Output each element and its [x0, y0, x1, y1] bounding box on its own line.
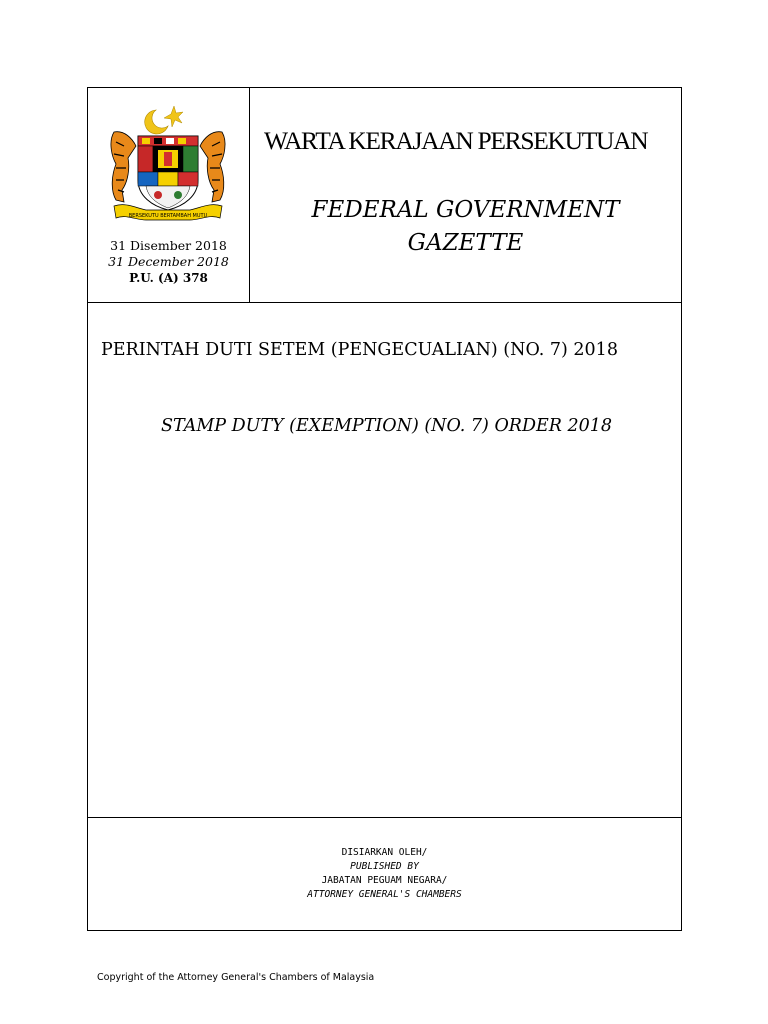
issue-date-malay: 31 Disember 2018	[110, 238, 227, 253]
publisher-line-english: PUBLISHED BY	[350, 861, 419, 872]
pu-number: P.U. (A) 378	[129, 271, 208, 285]
header-left-cell	[88, 88, 250, 302]
publisher-line-malay: DISIARKAN OLEH/	[341, 847, 428, 858]
gazette-title-malay: WARTA KERAJAAN PERSEKUTUAN	[264, 126, 648, 155]
malaysia-coat-of-arms-icon	[106, 102, 230, 224]
header-right-cell	[250, 88, 681, 302]
order-title-english: STAMP DUTY (EXEMPTION) (NO. 7) ORDER 2018	[161, 416, 613, 436]
gazette-title-english-line1: FEDERAL GOVERNMENT	[311, 197, 620, 223]
publisher-footer-row	[88, 817, 681, 931]
order-title-malay: PERINTAH DUTI SETEM (PENGECUALIAN) (NO. 7) 2018	[101, 340, 618, 360]
publisher-block	[88, 846, 681, 902]
gazette-cover-frame	[87, 87, 682, 931]
gazette-title-english	[250, 194, 681, 260]
gazette-title-english-line2: GAZETTE	[407, 230, 524, 256]
issue-date-english: 31 December 2018	[108, 254, 229, 269]
issue-date-block	[88, 238, 249, 286]
header-row	[88, 88, 681, 303]
publisher-name-malay: JABATAN PEGUAM NEGARA/	[321, 875, 448, 886]
publisher-name-english: ATTORNEY GENERAL'S CHAMBERS	[307, 889, 462, 900]
svg-text:BERSEKUTU BERTAMBAH MUTU: BERSEKUTU BERTAMBAH MUTU	[128, 213, 208, 219]
copyright-notice: Copyright of the Attorney General's Chambers of Malaysia	[97, 972, 375, 983]
